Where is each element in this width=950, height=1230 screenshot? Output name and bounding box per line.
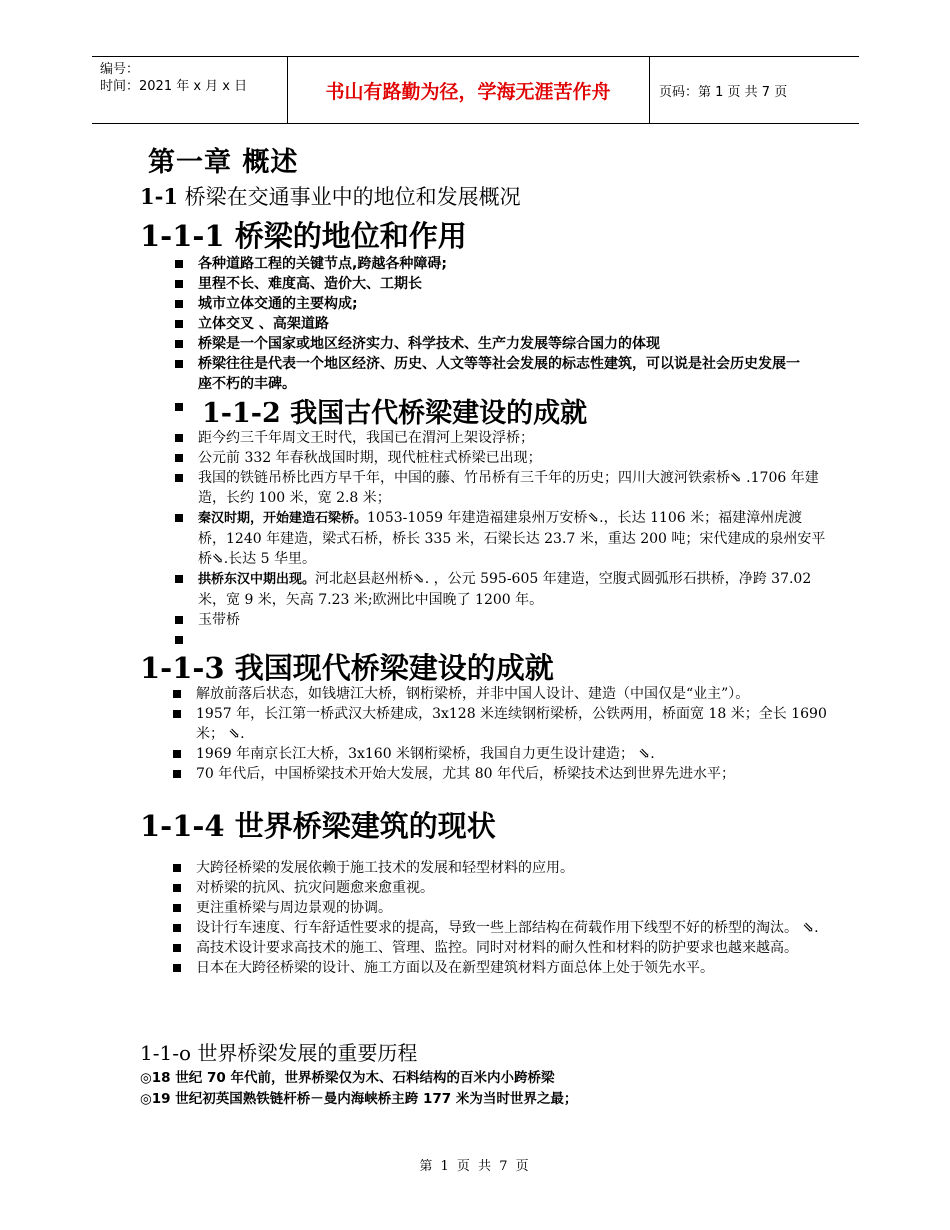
list-item: 各种道路工程的关键节点,跨越各种障碍; (170, 254, 820, 274)
list-1-1-2 (170, 428, 830, 650)
list-item: 对桥梁的抗风、抗灾问题愈来愈重视。 (168, 878, 828, 898)
list-item: 70 年代后，中国桥梁技术开始大发展，尤其 80 年代后，桥梁技术达到世界先进水平； (168, 764, 828, 784)
section-text: 桥梁在交通事业中的地位和发展概况 (184, 185, 521, 209)
bold-lead: 拱桥东汉中期出现。 (198, 572, 316, 587)
list-item: 1969 年南京长江大桥，3x160 米钢桁梁桥，我国自力更生设计建造； ⇘. (168, 744, 828, 764)
list-item: 大跨径桥梁的发展依赖于施工技术的发展和轻型材料的应用。 (168, 858, 828, 878)
list-item-text: 河北赵县赵州桥⇘. ，公元 595-605 年建造，空腹式圆弧形石拱桥，净跨 37.02 米，宽 9 米，矢高 7.23 米;欧洲比中国晚了 1200 年。 (198, 571, 812, 608)
list-1-1-4 (168, 858, 828, 978)
list-item: 桥梁往往是代表一个地区经济、历史、人文等等社会发展的标志性建筑，可以说是社会历史发展一座不朽的丰碑。 (170, 354, 820, 394)
header-divider (649, 57, 650, 123)
heading-1-1-2: 1-1-2 我国古代桥梁建设的成就 (202, 398, 588, 429)
heading-history: 1-1-o 世界桥梁发展的重要历程 (140, 1041, 418, 1065)
list-item: 桥梁是一个国家或地区经济实力、科学技术、生产力发展等综合国力的体现 (170, 334, 820, 354)
list-item: 解放前落后状态，如钱塘江大桥，钢桁梁桥，并非中国人设计、建造（中国仅是“业主”）。 (168, 684, 828, 704)
list-item-text: 1053-1059 年建造福建泉州万安桥⇘.，长达 1106 米；福建漳州虎渡桥，1240 年建造，梁式石桥，桥长 335 米，石梁长达 23.7 米，重达 200 吨；宋代建成的泉州安平桥⇘.长达 5 华里。 (198, 510, 826, 567)
list-item: 设计行车速度、行车舒适性要求的提高，导致一些上部结构在荷载作用下线型不好的桥型的淘汰。 ⇘. (168, 918, 828, 938)
section-number: 1-1 (140, 184, 178, 209)
id-label: 编号： (100, 62, 140, 77)
list-item: 公元前 332 年春秋战国时期，现代桩柱式桥梁已出现； (170, 448, 830, 468)
bold-lead: 秦汉时期，开始建造石梁桥。 (198, 511, 368, 526)
list-1-1-1 (170, 254, 820, 394)
list-item: 玉带桥 (170, 610, 830, 630)
list-item (170, 569, 830, 610)
heading-1-1-4: 1-1-4 世界桥梁建筑的现状 (140, 809, 496, 843)
page-footer: 第 1 页 共 7 页 (419, 1159, 531, 1174)
list-1-1-3 (168, 684, 828, 784)
list-item: 立体交叉 、高架道路 (170, 314, 820, 334)
header-page-info: 页码：第 1 页 共 7 页 (659, 84, 788, 100)
list-item: 更注重桥梁与周边景观的协调。 (168, 898, 828, 918)
document-header (92, 56, 859, 124)
list-item: 日本在大跨径桥梁的设计、施工方面以及在新型建筑材料方面总体上处于领先水平。 (168, 958, 828, 978)
heading-1-1-1: 1-1-1 桥梁的地位和作用 (140, 219, 467, 253)
header-motto: 书山有路勤为径，学海无涯苦作舟 (325, 80, 611, 103)
header-meta (100, 61, 247, 95)
list-item: 我国的铁链吊桥比西方早千年，中国的藤、竹吊桥有三千年的历史；四川大渡河铁索桥⇘ .1706 年建造，长约 100 米，宽 2.8 米； (170, 468, 830, 508)
list-item: 里程不长、难度高、造价大、工期长 (170, 274, 820, 294)
time-label: 时间：2021 年 x 月 x 日 (100, 79, 248, 94)
list-item (170, 508, 830, 569)
list-item: 距今约三千年周文王时代，我国已在渭河上架设浮桥； (170, 428, 830, 448)
history-line: ◎18 世纪 70 年代前，世界桥梁仅为木、石料结构的百米内小跨桥梁 (140, 1070, 555, 1086)
chapter-title: 第一章 概述 (148, 147, 299, 178)
section-title (140, 181, 521, 211)
list-item: 1957 年，长江第一桥武汉大桥建成，3x128 米连续钢桁梁桥，公铁两用，桥面宽 18 米；全长 1690 米； ⇘. (168, 704, 828, 744)
history-line: ◎19 世纪初英国熟铁链杆桥－曼内海峡桥主跨 177 米为当时世界之最； (140, 1091, 578, 1107)
list-item: 城市立体交通的主要构成; (170, 294, 820, 314)
heading-1-1-3: 1-1-3 我国现代桥梁建设的成就 (140, 651, 554, 685)
list-item: 高技术设计要求高技术的施工、管理、监控。同时对材料的耐久性和材料的防护要求也越来越高。 (168, 938, 828, 958)
